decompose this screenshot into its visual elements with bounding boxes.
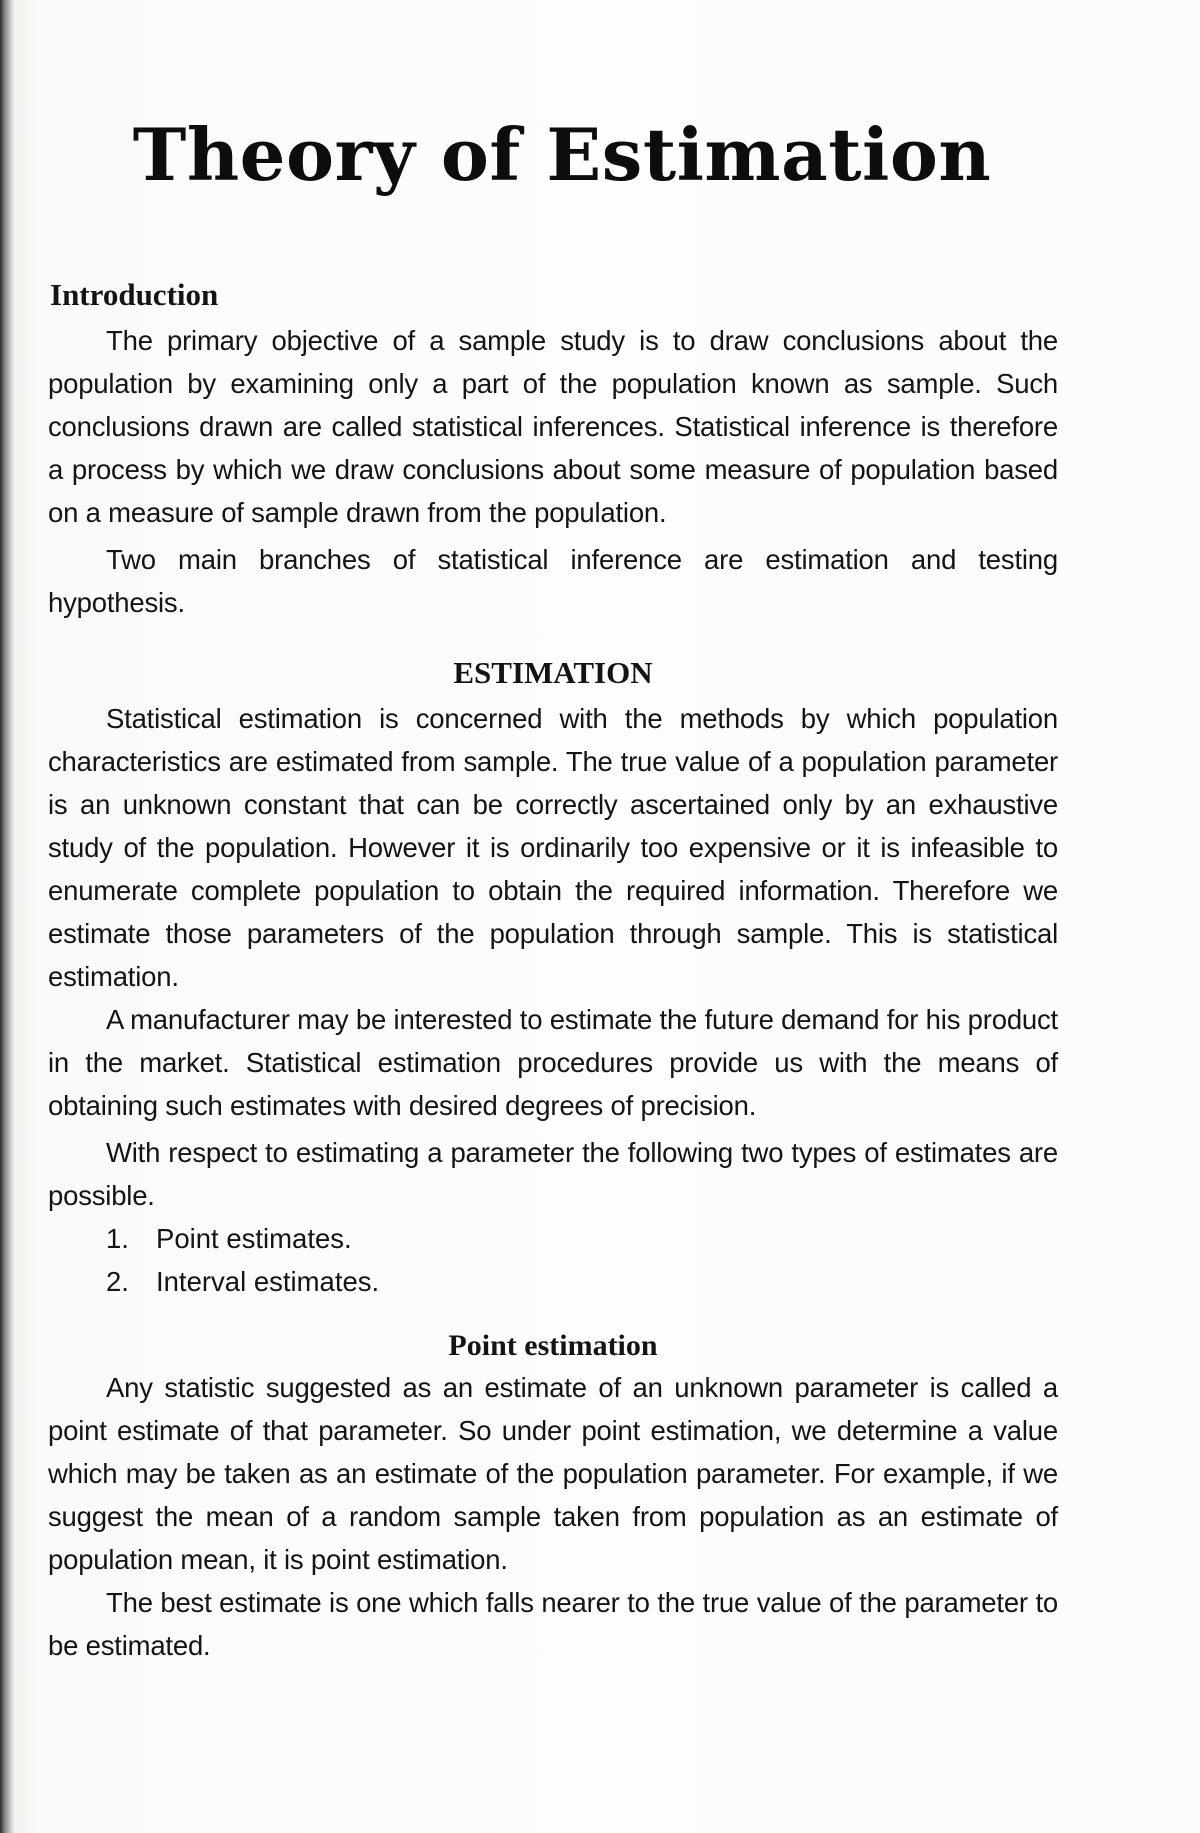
point-estimation-paragraph-2: The best estimate is one which falls nearer to the true value of the parameter to be estimated. — [48, 1587, 1058, 1662]
point-estimation-heading: Point estimation — [448, 1328, 658, 1362]
chapter-title: Theory of Estimation — [132, 112, 992, 197]
list-item — [48, 1260, 1058, 1303]
list-item-label: Interval estimates. — [156, 1265, 380, 1297]
introduction-paragraph-1: The primary objective of a sample study is to draw conclusions about the population by examining only a part of the population known as sample. Such conclusions drawn are called statistical inferences. Statistical inference is therefore a process by which we draw conclusions about some measure of population based on a measure of sample drawn from the population. — [48, 325, 1058, 529]
estimation-paragraph-2: A manufacturer may be interested to estimate the future demand for his product in the market. Statistical estimation procedures provide us with the means of obtaining such estimates with desired degrees of precision. — [48, 1003, 1059, 1121]
estimation-paragraph-1: Statistical estimation is concerned with the methods by which population characteristics are estimated from sample. The true value of a population parameter is an unknown constant that can be correctly ascertained only by an exhaustive study of the population. However it is ordinarily too expensive or it is infeasible to enumerate complete population to obtain the required information. Therefore we estimate those parameters of the population through sample. This is statistical estimation. — [48, 702, 1058, 992]
list-item-number: 1. — [106, 1222, 129, 1254]
estimation-heading: ESTIMATION — [453, 655, 653, 691]
page-content — [48, 110, 1058, 1667]
estimate-types-list — [48, 1217, 1058, 1303]
list-item — [48, 1217, 1058, 1260]
introduction-heading: Introduction — [50, 277, 219, 312]
list-item-label: Point estimates. — [156, 1222, 352, 1254]
list-item-number: 2. — [106, 1265, 129, 1297]
point-estimation-paragraph-1: Any statistic suggested as an estimate of an unknown parameter is called a point estimate of that parameter. So under point estimation, we determine a value which may be taken as an estimate of the population parameter. For example, if we suggest the mean of a random sample taken from population as an estimate of population mean, it is point estimation. — [48, 1372, 1058, 1576]
estimation-paragraph-3: With respect to estimating a parameter the following two types of estimates are possible. — [48, 1136, 1058, 1211]
introduction-paragraph-2: Two main branches of statistical inference are estimation and testing hypothesis. — [48, 544, 1058, 619]
